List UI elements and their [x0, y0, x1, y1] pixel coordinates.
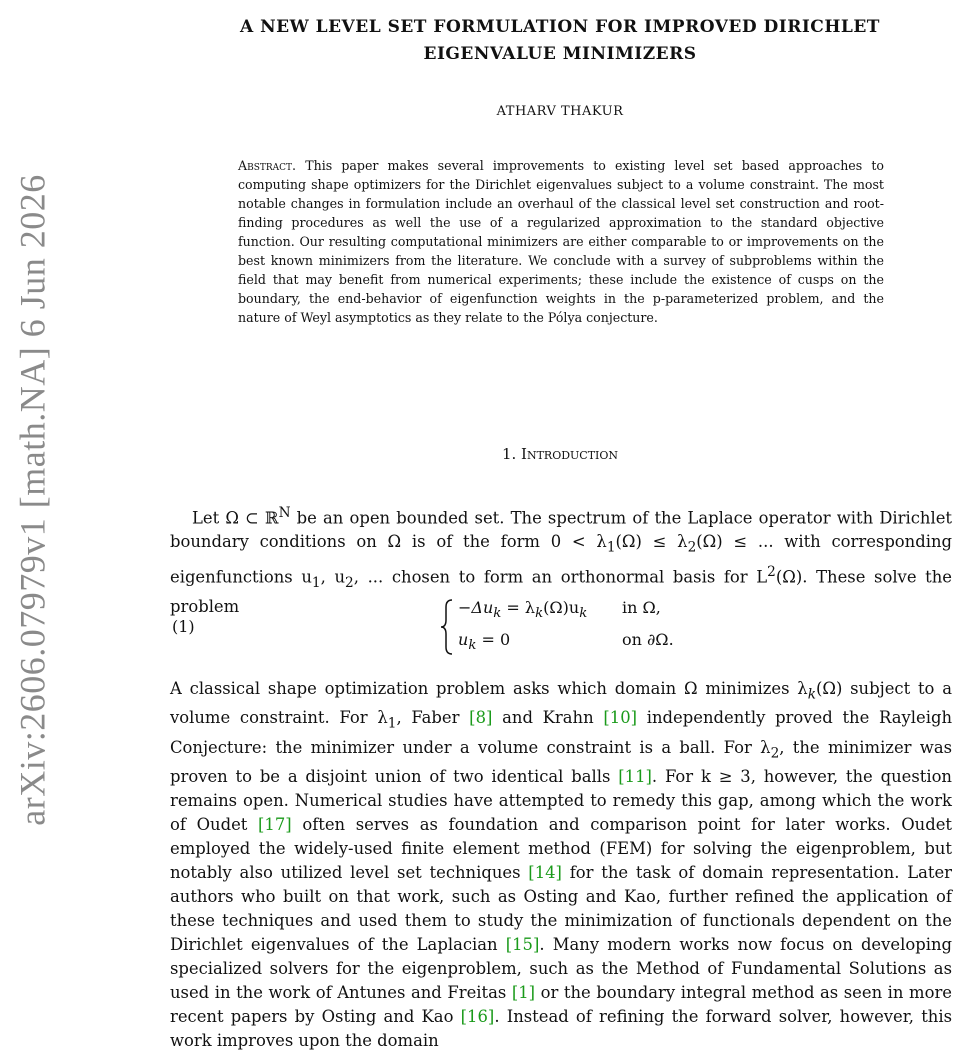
subscript: k [807, 686, 816, 703]
text-run: (Ω) subject to a volume constraint. For λ [170, 679, 952, 728]
citation-link[interactable]: [10] [603, 708, 638, 728]
text-run: . For k ≥ 3, however, the question remains open. Numerical studies have attempted to remedy this gap, among which the work of Oudet [170, 766, 952, 834]
author-name: ATHARV THAKUR [496, 104, 624, 119]
equation-row-1-lhs [458, 598, 622, 624]
intro-paragraph-2 [170, 677, 952, 1053]
abstract [238, 156, 884, 327]
citation-link[interactable]: [15] [505, 934, 540, 954]
citation-link[interactable]: [1] [511, 982, 536, 1002]
text-run: Let Ω ⊂ ℝ [192, 508, 279, 528]
subscript: k [579, 606, 588, 621]
arxiv-identifier: arXiv:2606.07979v1 [math.NA] 6 Jun 2026 [13, 174, 53, 826]
text-run: (Ω). These solve the problem [170, 567, 952, 616]
abstract-label: Abstract. [238, 158, 297, 173]
subscript: 2 [770, 744, 780, 761]
math-run: u [458, 630, 469, 649]
subscript: 1 [606, 539, 616, 556]
superscript: 2 [767, 563, 776, 580]
section-name: Introduction [521, 445, 619, 463]
subscript: 2 [687, 539, 697, 556]
abstract-text: This paper makes several improvements to existing level set based approaches to computing shape optimizers for the Dirichlet eigenvalues subject to a volume constraint. The most notable changes in formulation include an overhaul of the classical level set construction and root-finding procedures as well the use of a regularized approximation to the standard objective function. Our resulting computational minimizers are either comparable to or improvements on the best known minimizers from the literature. We conclude with a survey of subproblems within the field that may benefit from numerical experiments; these include the existence of cusps on the boundary, the end-behavior of eigenfunction weights in the p-parameterized problem, and the nature of Weyl asymptotics as they relate to the Pólya conjecture. [238, 158, 884, 325]
subscript: k [468, 638, 477, 654]
section-number: 1. [501, 445, 517, 463]
subscript: k [493, 606, 502, 621]
equation-row-2-condition: on ∂Ω. [622, 630, 674, 649]
text-run: be an open bounded set. The spectrum of the Laplace operator with Dirichlet boundary conditions on Ω is of the form 0 < λ [170, 508, 953, 552]
text-run: , Faber [396, 708, 470, 728]
citation-link[interactable]: [17] [258, 814, 292, 834]
title-line-1: A NEW LEVEL SET FORMULATION FOR IMPROVED DIRICHLET [240, 17, 880, 37]
arxiv-margin-stamp [4, 150, 62, 850]
math-run: = 0 [476, 630, 511, 649]
title-line-2: EIGENVALUE MINIMIZERS [423, 44, 697, 64]
text-run: , the minimizer was proven to be a disjoint union of two identical balls [170, 737, 953, 786]
citation-link[interactable]: [14] [528, 862, 562, 882]
text-run: . Many modern works now focus on developing specialized solvers for the eigenproblem, such as the Method of Fundamental Solutions as used in the work of Antunes and Freitas [170, 934, 952, 1002]
left-brace [440, 598, 456, 656]
equation-row-1-condition: in Ω, [622, 597, 661, 617]
math-run: (Ω)u [543, 597, 580, 617]
section-heading [170, 445, 950, 463]
equation-row-2-lhs [458, 630, 622, 656]
text-run: and Krahn [492, 708, 604, 728]
text-run: or the boundary integral method as seen in more recent papers by Osting and Kao [170, 982, 952, 1026]
text-run: for the task of domain representation. Later authors who built on that work, such as Osting and Kao, further refined the application of these techniques and used them to study the minimization of functionals dependent on the Dirichlet eigenvalues of the Laplacian [170, 862, 952, 954]
citation-link[interactable]: [11] [618, 766, 652, 786]
text-run: (Ω) ≤ λ [615, 532, 688, 552]
text-run: , ... chosen to form an orthonormal basis for L [353, 567, 768, 587]
equation-1 [440, 598, 674, 656]
text-run: . Instead of refining the forward solver, however, this work improves upon the domain [170, 1006, 952, 1050]
math-run: −Δu [458, 597, 494, 617]
paper-title [170, 14, 950, 68]
citation-link[interactable]: [16] [460, 1006, 495, 1026]
text-run: independently proved the Rayleigh Conjecture: the minimizer under a volume constraint is a ball. For λ [170, 708, 952, 757]
subscript: 1 [387, 715, 397, 732]
subscript: 1 [311, 574, 321, 591]
superscript: N [278, 505, 291, 521]
subscript: k [535, 606, 544, 621]
equation-number: (1) [172, 617, 195, 636]
subscript: 2 [345, 574, 354, 591]
math-run: = λ [501, 597, 536, 617]
citation-link[interactable]: [8] [469, 708, 493, 728]
text-run: A classical shape optimization problem asks which domain Ω minimizes λ [170, 679, 808, 698]
text-run: often serves as foundation and comparison point for later works. Oudet employed the widely-used finite element method (FEM) for solving the eigenproblem, but notably also utilized level set techniques [170, 814, 952, 882]
text-run: , u [320, 567, 346, 587]
text-run: (Ω) ≤ ... with corresponding eigenfunctions u [170, 532, 953, 587]
